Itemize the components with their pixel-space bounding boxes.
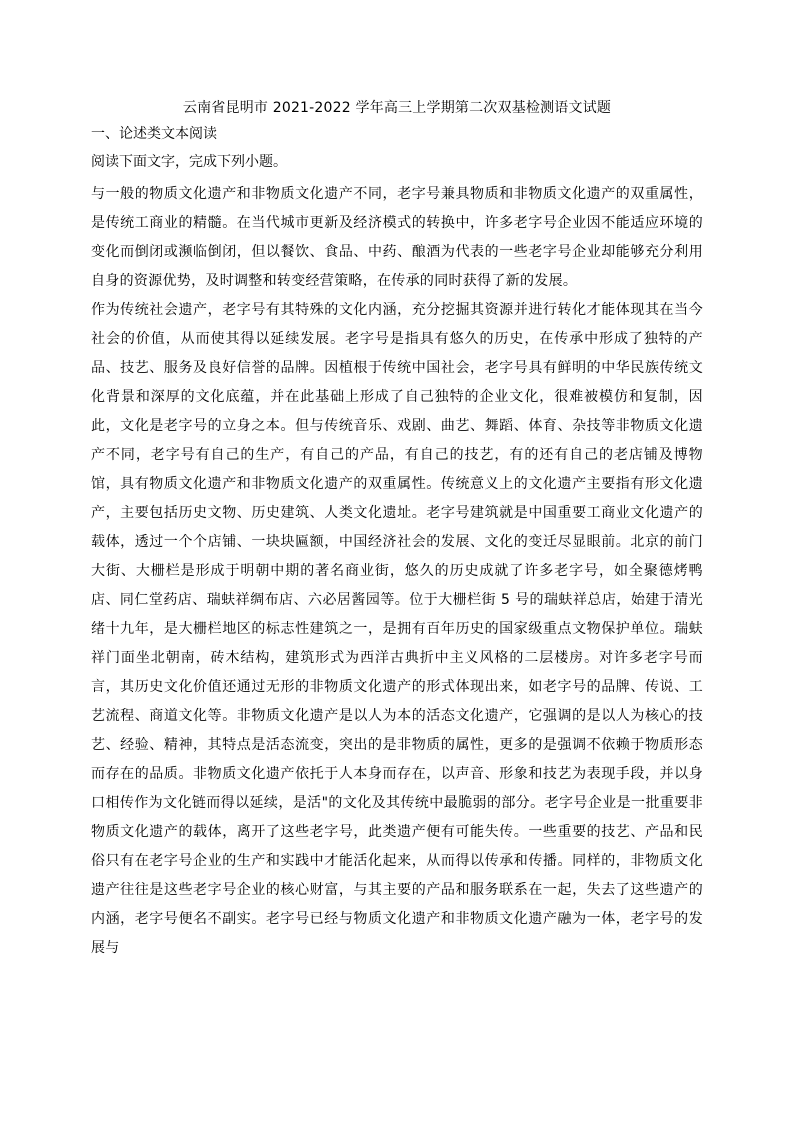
document-page (91, 98, 703, 963)
reading-instruction: 阅读下面文字，完成下列小题。 (91, 154, 287, 170)
paragraph-2: 作为传统社会遗产，老字号有其特殊的文化内涵，充分挖掘其资源并进行转化才能体现其在当今社会的价值，从而使其得以延续发展。老字号是指具有悠久的历史，在传承中形成了独特的产品、技艺、服务及良好信誉的品牌。因植根于传统中国社会，老字号具有鲜明的中华民族传统文化背景和深厚的文化底蕴，并在此基础上形成了自己独特的企业文化，很难被模仿和复制，因此，文化是老字号的立身之本。但与传统音乐、戏剧、曲艺、舞蹈、体育、杂技等非物质文化遗产不同，老字号有自己的生产，有自己的产品，有自己的技艺，有的还有自己的老店铺及博物馆，具有物质文化遗产和非物质文化遗产的双重属性。传统意义上的文化遗产主要指有形文化遗产，主要包括历史文物、历史建筑、人类文化遗址。老字号建筑就是中国重要工商业文化遗产的载体，透过一个个店铺、一块块匾额，中国经济社会的发展、文化的变迁尽显眼前。北京的前门大街、大栅栏是形成于明朝中期的著名商业街，悠久的历史成就了许多老字号，如全聚德烤鸭店、同仁堂药店、瑞蚨祥绸布店、六必居酱园等。位于大栅栏街 5 号的瑞蚨祥总店，始建于清光绪十九年，是大栅栏地区的标志性建筑之一，是拥有百年历史的国家级重点文物保护单位。瑞蚨祥门面坐北朝南，砖木结构，建筑形式为西洋古典折中主义风格的二层楼房。对许多老字号而言，其历史文化价值还通过无形的非物质文化遗产的形式体现出来，如老字号的品牌、传说、工艺流程、商道文化等。非物质文化遗产是以人为本的活态文化遗产，它强调的是以人为核心的技艺、经验、精神，其特点是活态流变，突出的是非物质的属性，更多的是强调不依赖于物质形态而存在的品质。非物质文化遗产依托于人本身而存在，以声音、形象和技艺为表现手段，并以身口相传作为文化链而得以延续，是活"的文化及其传统中最脆弱的部分。老字号企业是一批重要非物质文化遗产的载体，离开了这些老字号，此类遗产便有可能失传。一些重要的技艺、产品和民俗只有在老字号企业的生产和实践中才能活化起来，从而得以传承和传播。同样的，非物质文化遗产往往是这些老字号企业的核心财富，与其主要的产品和服务联系在一起，失去了这些遗产的内涵，老字号便名不副实。老字号已经与物质文化遗产和非物质文化遗产融为一体，老字号的发展与 (91, 302, 703, 956)
page-title: 云南省昆明市 2021-2022 学年高三上学期第二次双基检测语文试题 (182, 100, 612, 116)
section-heading: 一、论述类文本阅读 (91, 126, 217, 142)
paragraph-1: 与一般的物质文化遗产和非物质文化遗产不同，老字号兼具物质和非物质文化遗产的双重属性，是传统工商业的精髓。在当代城市更新及经济模式的转换中，许多老字号企业因不能适应环境的变化而倒闭或濒临倒闭，但以餐饮、食品、中药、酿酒为代表的一些老字号企业却能够充分利用自身的资源优势，及时调整和转变经营策略，在传承的同时获得了新的发展。 (91, 186, 703, 289)
